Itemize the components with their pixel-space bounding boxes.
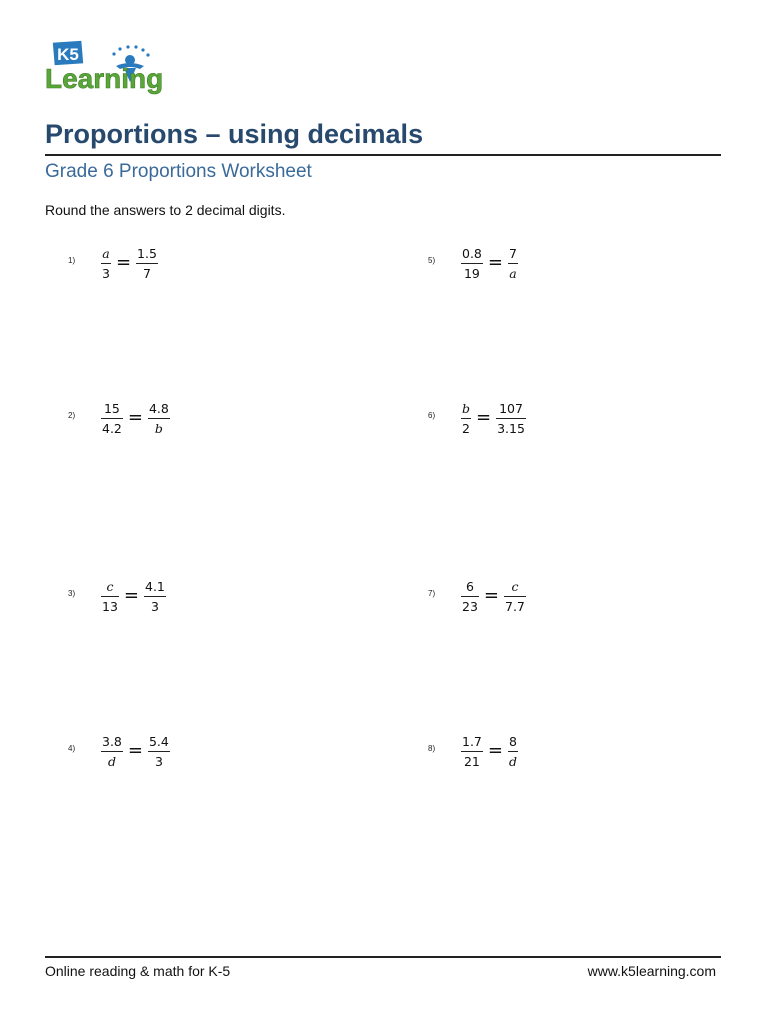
numerator: 5.4: [148, 733, 169, 749]
denominator: 3: [102, 265, 110, 281]
right-fraction: [135, 245, 159, 282]
denominator: 3: [154, 753, 163, 769]
problem-number: 2): [68, 411, 76, 420]
left-fraction: [460, 733, 484, 770]
proportion-equation: [100, 729, 171, 773]
numerator: 0.8: [462, 245, 482, 261]
numerator: 7: [508, 245, 517, 261]
fraction-bar: [101, 751, 123, 752]
equals-sign: =: [127, 407, 143, 428]
denominator: 21: [463, 753, 480, 769]
numerator: 3.8: [102, 733, 122, 749]
right-fraction: [495, 400, 527, 437]
proportion-equation: [460, 729, 519, 773]
fraction-bar: [148, 751, 170, 752]
proportion-equation: [100, 396, 171, 440]
footer-tagline: Online reading & math for K-5: [45, 963, 231, 979]
equals-sign: =: [487, 252, 503, 273]
fraction-bar: [496, 418, 526, 419]
left-fraction: [100, 245, 112, 282]
right-fraction: [143, 578, 167, 615]
denominator: 3.15: [497, 420, 525, 436]
fraction-bar: [101, 596, 119, 597]
page-title: Proportions – using decimals: [45, 119, 424, 149]
numerator: 1.5: [137, 245, 157, 261]
equals-sign: =: [476, 407, 492, 428]
proportion-equation: [460, 396, 527, 440]
logo-wordmark: Learning: [45, 63, 164, 94]
problem-number: 1): [68, 256, 76, 265]
denominator: d: [508, 753, 517, 769]
fraction-bar: [144, 596, 166, 597]
left-fraction: [460, 578, 480, 615]
left-fraction: [100, 733, 124, 770]
numerator: 4.1: [145, 578, 165, 594]
problem-number: 7): [428, 589, 436, 598]
fraction-bar: [461, 418, 471, 419]
numerator: 4.8: [148, 400, 169, 416]
k5-learning-logo: [44, 38, 180, 100]
left-fraction: [100, 400, 124, 437]
problem-number: 6): [428, 411, 436, 420]
equals-sign: =: [127, 740, 143, 761]
footer-divider: [45, 956, 721, 958]
denominator: 23: [462, 598, 478, 614]
numerator: 1.7: [462, 733, 482, 749]
denominator: b: [154, 420, 163, 436]
numerator: a: [102, 245, 110, 261]
denominator: 13: [102, 598, 118, 614]
problem-number: 5): [428, 256, 436, 265]
right-fraction: [503, 578, 527, 615]
numerator: 8: [509, 733, 517, 749]
problem-number: 8): [428, 744, 436, 753]
left-fraction: [100, 578, 120, 615]
right-fraction: [507, 733, 519, 770]
equals-sign: =: [115, 252, 132, 273]
proportion-equation: [100, 241, 159, 285]
numerator: c: [511, 578, 519, 594]
fraction-bar: [461, 751, 483, 752]
denominator: 4.2: [102, 420, 122, 436]
page-subtitle: Grade 6 Proportions Worksheet: [45, 161, 312, 182]
title-divider: [45, 154, 721, 156]
denominator: a: [509, 265, 517, 281]
denominator: 7: [143, 265, 151, 281]
fraction-bar: [101, 263, 111, 264]
denominator: d: [107, 753, 116, 769]
right-fraction: [147, 400, 171, 437]
equals-sign: =: [483, 585, 499, 606]
fraction-bar: [136, 263, 158, 264]
numerator: 6: [465, 578, 474, 594]
right-fraction: [507, 245, 519, 282]
equals-sign: =: [487, 740, 503, 761]
fraction-bar: [508, 263, 518, 264]
numerator: 107: [499, 400, 523, 416]
logo-badge-text: K5: [57, 45, 79, 64]
numerator: c: [106, 578, 114, 594]
proportion-equation: [460, 574, 527, 618]
left-fraction: [460, 245, 484, 282]
denominator: 19: [463, 265, 480, 281]
numerator: b: [462, 400, 471, 416]
footer-website: www.k5learning.com: [587, 963, 716, 979]
fraction-bar: [101, 418, 123, 419]
right-fraction: [147, 733, 171, 770]
fraction-bar: [504, 596, 526, 597]
instructions: Round the answers to 2 decimal digits.: [45, 202, 286, 218]
fraction-bar: [508, 751, 518, 752]
left-fraction: [460, 400, 472, 437]
proportion-equation: [460, 241, 519, 285]
numerator: 15: [103, 400, 120, 416]
equals-sign: =: [123, 585, 139, 606]
fraction-bar: [461, 263, 483, 264]
fraction-bar: [461, 596, 479, 597]
denominator: 2: [462, 420, 470, 436]
problem-number: 3): [68, 589, 76, 598]
proportion-equation: [100, 574, 167, 618]
fraction-bar: [148, 418, 170, 419]
problem-number: 4): [68, 744, 76, 753]
denominator: 3: [150, 598, 159, 614]
denominator: 7.7: [505, 598, 525, 614]
